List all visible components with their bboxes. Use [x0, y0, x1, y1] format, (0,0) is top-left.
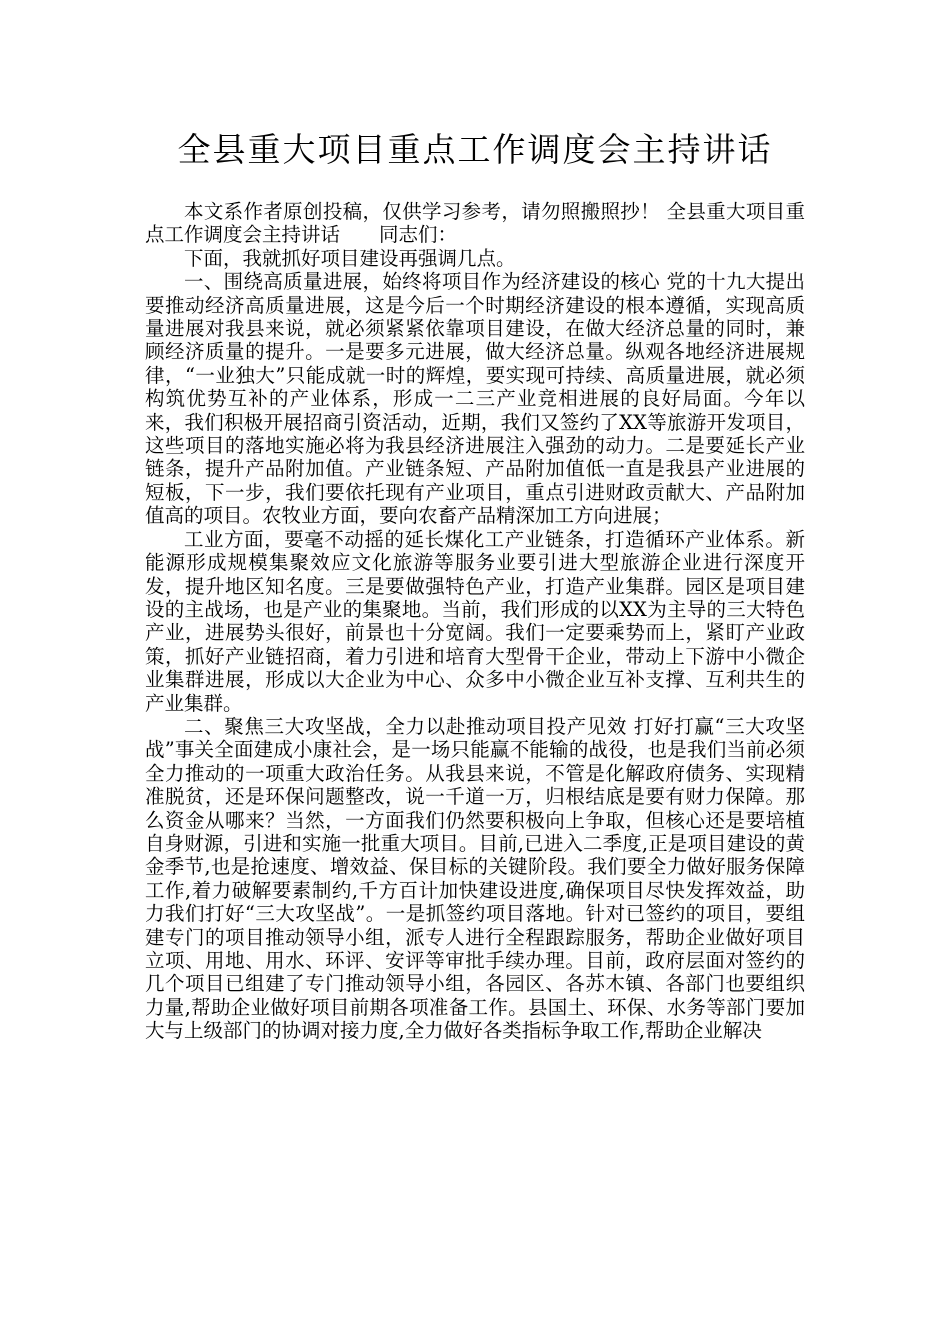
document-body	[145, 200, 805, 1043]
paragraph-section-one: 一、围绕高质量进展，始终将项目作为经济建设的核心 党的十九大提出要推动经济高质量进展，这是今后一个时期经济建设的根本遵循，实现高质量进展对我县来说，就必须紧紧依靠项目建设，在做大经济总量的同时，兼顾经济质量的提升。一是要多元进展，做大经济总量。纵观各地经济进展规律，“一业独大”只能成就一时的辉煌，要实现可持续、高质量进展，就必须构筑优势互补的产业体系，形成一二三产业竞相进展的良好局面。今年以来，我们积极开展招商引资活动，近期，我们又签约了XX等旅游开发项目，这些项目的落地实施必将为我县经济进展注入强劲的动力。二是要延长产业链条，提升产品附加值。产业链条短、产品附加值低一直是我县产业进展的短板，下一步，我们要依托现有产业项目，重点引进财政贡献大、产品附加值高的项目。农牧业方面，要向农畜产品精深加工方向进展；	[145, 270, 805, 528]
paragraph-section-two: 二、聚焦三大攻坚战，全力以赴推动项目投产见效 打好打赢“三大攻坚战”事关全面建成小康社会，是一场只能赢不能输的战役，也是我们当前必须全力推动的一项重大政治任务。从我县来说，不管是化解政府债务、实现精准脱贫，还是环保问题整改，说一千道一万，归根结底是要有财力保障。那么资金从哪来？当然，一方面我们仍然要积极向上争取，但核心还是要培植自身财源，引进和实施一批重大项目。目前,已进入二季度,正是项目建设的黄金季节,也是抢速度、增效益、保目标的关键阶段。我们要全力做好服务保障工作,着力破解要素制约,千方百计加快建设进度,确保项目尽快发挥效益，助力我们打好“三大攻坚战”。一是抓签约项目落地。针对已签约的项目，要组建专门的项目推动领导小组，派专人进行全程跟踪服务，帮助企业做好项目立项、用地、用水、环评、安评等审批手续办理。目前，政府层面对签约的几个项目已组建了专门推动领导小组，各园区、各苏木镇、各部门也要组织力量,帮助企业做好项目前期各项准备工作。县国土、环保、水务等部门要加大与上级部门的协调对接力度,全力做好各类指标争取工作,帮助企业解决	[145, 714, 805, 1043]
paragraph-intro: 下面，我就抓好项目建设再强调几点。	[184, 246, 516, 270]
paragraph-opening: 本文系作者原创投稿，仅供学习参考，请勿照搬照抄！ 全县重大项目重点工作调度会主持讲话 同志们：	[145, 200, 805, 247]
paragraph-industry: 工业方面，要毫不动摇的延长煤化工产业链条，打造循环产业体系。新能源形成规模集聚效应文化旅游等服务业要引进大型旅游企业进行深度开发，提升地区知名度。三是要做强特色产业，打造产业集群。园区是项目建设的主战场，也是产业的集聚地。当前，我们形成的以XX为主导的三大特色产业，进展势头很好，前景也十分宽阔。我们一定要乘势而上，紧盯产业政策，抓好产业链招商，着力引进和培育大型骨干企业，带动上下游中小微企业集群进展，形成以大企业为中心、众多中小微企业互补支撑、互利共生的产业集群。	[145, 527, 805, 715]
document-title: 全县重大项目重点工作调度会主持讲话	[177, 130, 773, 169]
